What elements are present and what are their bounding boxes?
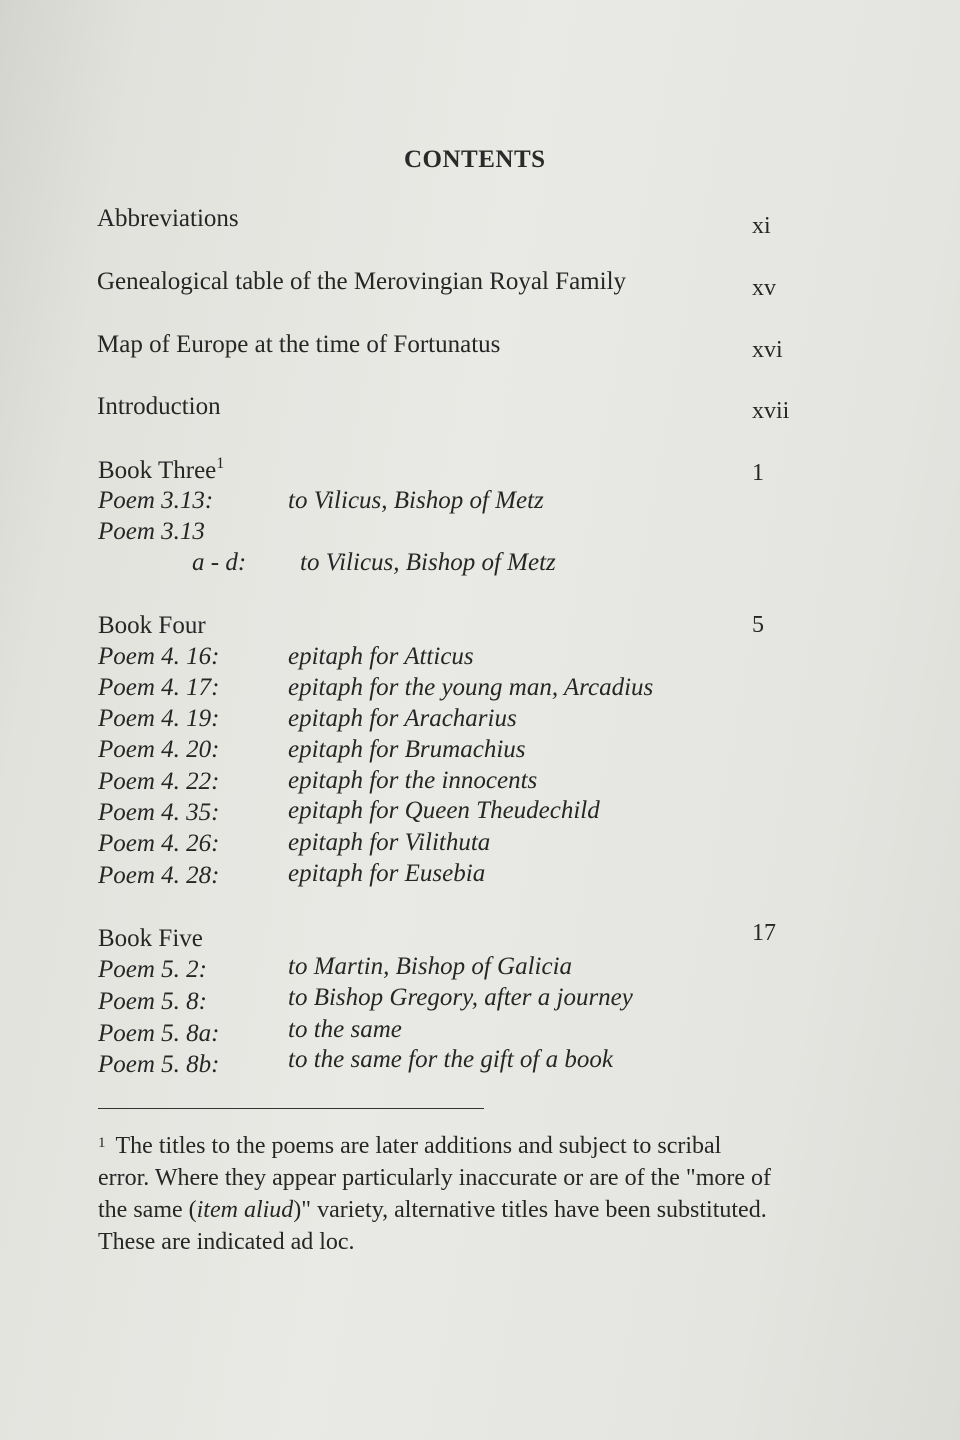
poem-number: Poem 4. 28: — [98, 862, 220, 889]
poem-title: epitaph for Aracharius — [288, 705, 517, 732]
footnote-mark: 1 — [98, 1135, 106, 1151]
poem-title: to Vilicus, Bishop of Metz — [300, 549, 556, 576]
toc-entry-genealogical-table: Genealogical table of the Merovingian Royal Family — [97, 268, 627, 295]
poem-number: Poem 4. 22: — [98, 768, 220, 795]
poem-title: to Bishop Gregory, after a journey — [288, 984, 633, 1011]
toc-page-abbreviations: xi — [752, 213, 771, 239]
toc-book-four: Book Four — [98, 612, 206, 639]
toc-book-five: Book Five — [98, 925, 203, 952]
toc-book-three — [98, 455, 224, 485]
poem-number: Poem 4. 16: — [98, 643, 220, 670]
book-three-label: Book Three — [98, 457, 217, 484]
poem-title: to the same — [288, 1016, 402, 1043]
page-title: CONTENTS — [404, 146, 546, 173]
footnote-line-3 — [98, 1194, 868, 1226]
toc-page-genealogical-table: xv — [752, 275, 776, 301]
footnote-line-1 — [98, 1127, 868, 1162]
footnote-line-2: error. Where they appear particularly inaccurate or are of the "more of — [98, 1165, 771, 1191]
poem-subnumber: a - d: — [192, 549, 247, 576]
toc-entry-introduction: Introduction — [97, 393, 221, 420]
footnote-latin-term: item aliud — [196, 1197, 294, 1223]
poem-number: Poem 4. 17: — [98, 674, 220, 701]
poem-title: to Vilicus, Bishop of Metz — [288, 487, 544, 514]
poem-title: epitaph for the innocents — [288, 767, 538, 794]
footnote-text: the same ( — [98, 1197, 197, 1223]
footnote-rule — [98, 1108, 484, 1109]
poem-number: Poem 3.13: — [98, 487, 214, 514]
footnote-line-4: These are indicated ad loc. — [98, 1229, 355, 1255]
footnote — [98, 1127, 868, 1258]
poem-title: epitaph for Atticus — [288, 643, 474, 670]
poem-title: epitaph for Brumachius — [288, 736, 526, 763]
footnote-text: The titles to the poems are later additions and subject to scribal — [115, 1133, 722, 1159]
poem-title: epitaph for the young man, Arcadius — [288, 674, 654, 701]
toc-entry-map: Map of Europe at the time of Fortunatus — [97, 331, 501, 358]
poem-number: Poem 4. 35: — [98, 799, 220, 826]
poem-title: epitaph for Queen Theudechild — [288, 797, 600, 824]
poem-title: epitaph for Vilithuta — [288, 829, 491, 856]
poem-title: to Martin, Bishop of Galicia — [288, 953, 573, 980]
toc-page-book-four: 5 — [752, 612, 764, 638]
poem-number: Poem 5. 2: — [98, 956, 207, 983]
poem-number: Poem 5. 8a: — [98, 1020, 220, 1047]
footnote-reference: 1 — [216, 455, 225, 472]
toc-entry-abbreviations: Abbreviations — [97, 205, 239, 232]
toc-page-book-three: 1 — [752, 460, 764, 486]
poem-title: epitaph for Eusebia — [288, 860, 486, 887]
toc-page-book-five: 17 — [752, 920, 776, 946]
poem-number: Poem 4. 20: — [98, 736, 220, 763]
poem-number: Poem 4. 26: — [98, 830, 220, 857]
poem-number: Poem 4. 19: — [98, 705, 220, 732]
poem-title: to the same for the gift of a book — [288, 1046, 613, 1073]
poem-number: Poem 5. 8b: — [98, 1051, 220, 1078]
toc-page-introduction: xvii — [752, 398, 790, 424]
toc-page-map: xvi — [752, 337, 783, 363]
poem-number: Poem 5. 8: — [98, 988, 207, 1015]
footnote-text: )" variety, alternative titles have been substituted. — [293, 1197, 767, 1223]
poem-number: Poem 3.13 — [98, 518, 205, 545]
